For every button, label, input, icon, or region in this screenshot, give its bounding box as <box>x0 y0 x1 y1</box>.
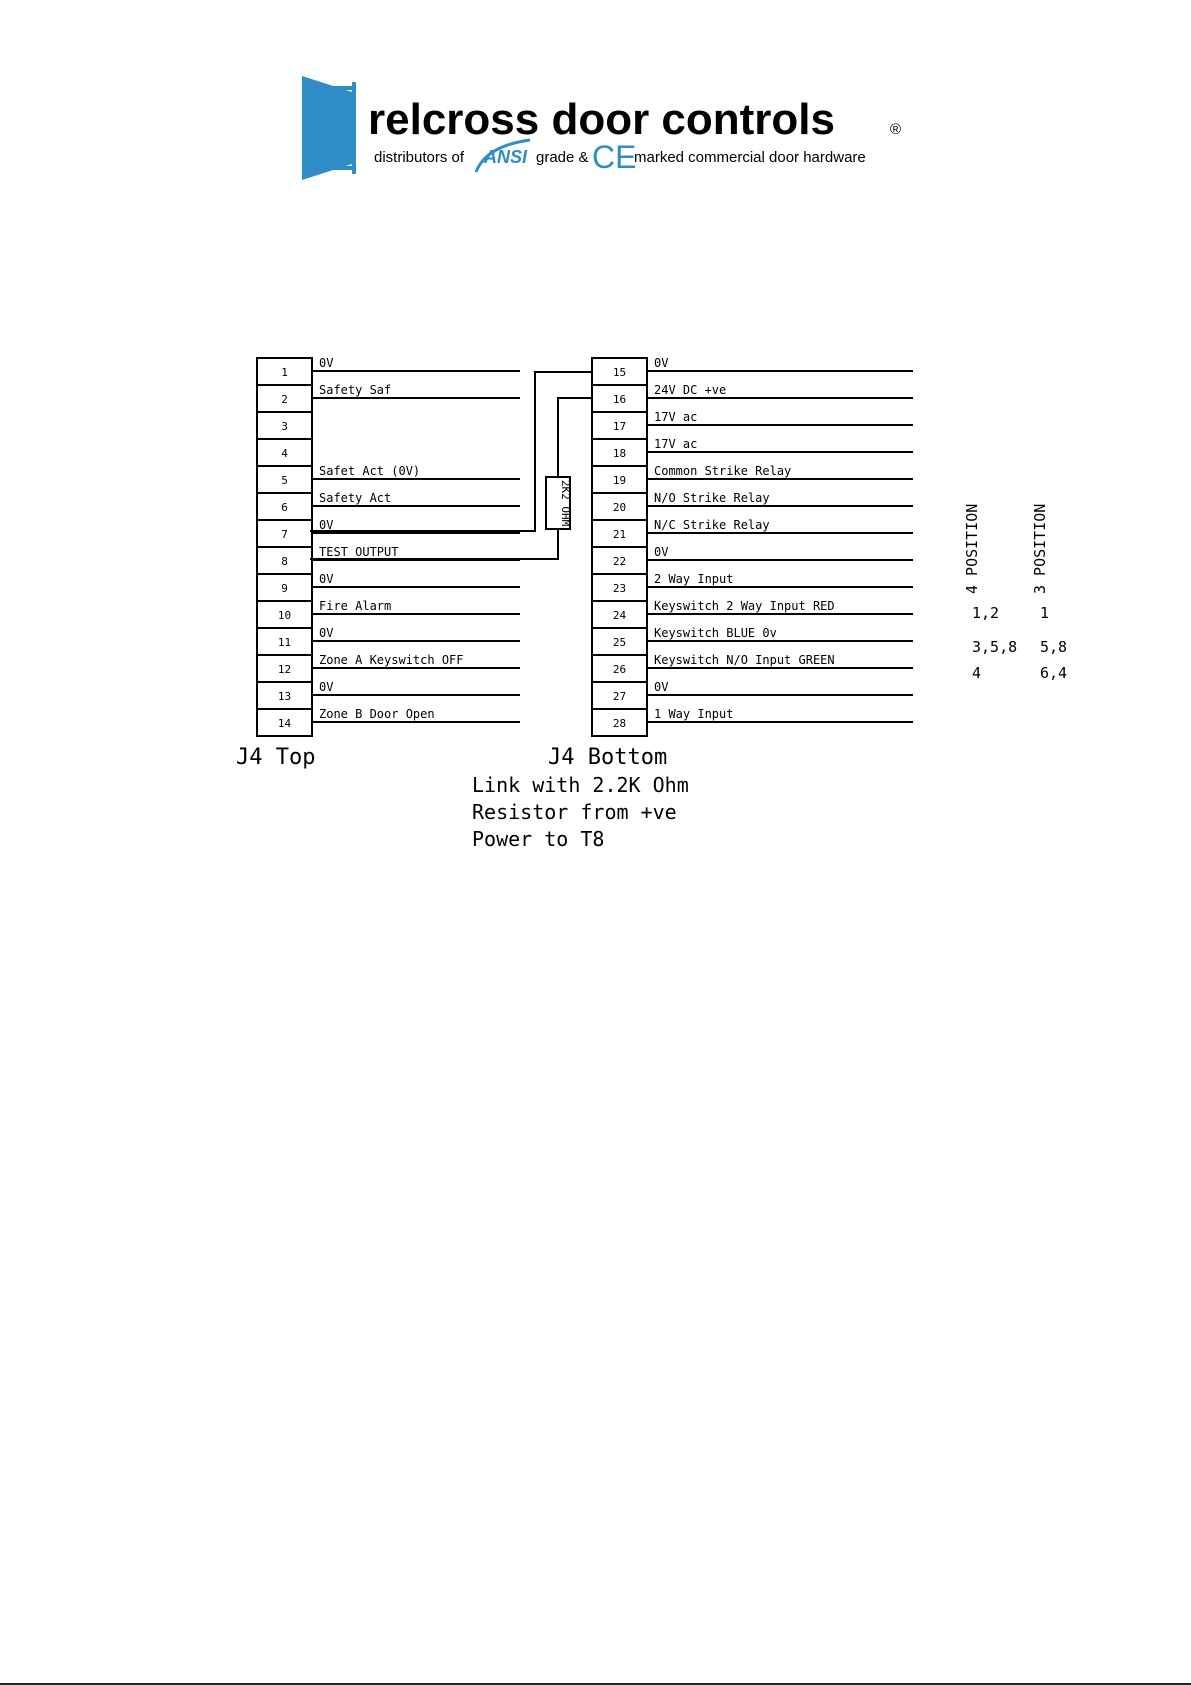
terminal-label: 0V <box>319 518 334 532</box>
four-position-row: 1,2 <box>972 604 1000 622</box>
j4-bottom-terminal-block <box>592 356 913 736</box>
ce-mark: CE <box>592 139 637 175</box>
j4-top-terminal-block <box>257 356 520 736</box>
link-note <box>472 773 689 851</box>
four-position-title: 4 POSITION <box>963 503 981 594</box>
terminal-pin-number: 1 <box>281 366 288 379</box>
terminal-pin-number: 4 <box>281 447 288 460</box>
resistor <box>546 477 572 529</box>
terminal-pin-number: 15 <box>612 366 627 379</box>
terminal-label: Fire Alarm <box>319 599 392 613</box>
terminal-label: Keyswitch N/O Input GREEN <box>654 653 835 667</box>
terminal-label: 0V <box>319 356 334 370</box>
ansi-text: ANSI <box>484 147 528 167</box>
terminal-pin-number: 27 <box>612 690 627 703</box>
terminal-label: 2 Way Input <box>654 572 734 586</box>
terminal-pin-number: 28 <box>612 717 627 730</box>
j4-top-title: J4 Top <box>236 745 316 770</box>
terminal-label: TEST OUTPUT <box>319 545 399 559</box>
tagline-prefix: distributors of <box>374 149 465 166</box>
terminal-label: 0V <box>654 680 669 694</box>
terminal-pin-number: 9 <box>281 582 288 595</box>
terminal-pin-number: 20 <box>612 501 627 514</box>
terminal-pin-number: 23 <box>612 582 627 595</box>
terminal-label: Zone B Door Open <box>319 707 435 721</box>
resistor-label: 2K2 OHM <box>559 479 572 527</box>
terminal-pin-number: 24 <box>612 609 627 622</box>
terminal-pin-number: 5 <box>281 474 288 487</box>
terminal-label: N/O Strike Relay <box>654 491 770 505</box>
terminal-pin-number: 8 <box>281 555 288 568</box>
terminal-label: 0V <box>319 680 334 694</box>
terminal-label: Common Strike Relay <box>654 464 792 478</box>
position-table <box>963 504 1067 682</box>
terminal-pin-number: 21 <box>612 528 627 541</box>
terminal-pin-number: 2 <box>281 393 288 406</box>
terminal-label: Safety Act <box>319 491 392 505</box>
terminal-pin-number: 19 <box>612 474 627 487</box>
tagline-suffix: marked commercial door hardware <box>634 149 866 166</box>
terminal-pin-number: 6 <box>281 501 288 514</box>
j4-bottom-title: J4 Bottom <box>548 745 668 770</box>
terminal-pin-number: 7 <box>281 528 288 541</box>
tagline-middle: grade & <box>536 149 589 166</box>
terminal-label: 0V <box>319 572 334 586</box>
four-position-row: 3,5,8 <box>972 638 1018 656</box>
terminal-pin-number: 10 <box>277 609 292 622</box>
terminal-pin-number: 18 <box>612 447 627 460</box>
terminal-label: Keyswitch BLUE 0v <box>654 626 777 640</box>
terminal-label: 0V <box>319 626 334 640</box>
note-line-2: Resistor from +ve <box>472 800 677 824</box>
registered-mark: ® <box>890 121 902 138</box>
terminal-label: 0V <box>654 356 669 370</box>
brand-name: relcross door controls <box>368 95 836 144</box>
terminal-label: N/C Strike Relay <box>654 518 770 532</box>
terminal-label: Zone A Keyswitch OFF <box>319 653 464 667</box>
terminal-label: 0V <box>654 545 669 559</box>
four-position-row: 4 <box>972 664 982 682</box>
terminal-pin-number: 11 <box>277 636 292 649</box>
terminal-label: 1 Way Input <box>654 707 734 721</box>
terminal-label: 17V ac <box>654 410 698 424</box>
terminal-pin-number: 13 <box>277 690 292 703</box>
terminal-pin-number: 16 <box>612 393 627 406</box>
three-position-row: 1 <box>1040 604 1050 622</box>
three-position-row: 6,4 <box>1040 664 1068 682</box>
terminal-label: 17V ac <box>654 437 698 451</box>
three-position-row: 5,8 <box>1040 638 1068 656</box>
terminal-pin-number: 26 <box>612 663 627 676</box>
note-line-1: Link with 2.2K Ohm <box>472 773 689 797</box>
terminal-pin-number: 3 <box>281 420 288 433</box>
terminal-label: Safet Act (0V) <box>319 464 421 478</box>
terminal-label: Safety Saf <box>319 383 392 397</box>
terminal-label: Keyswitch 2 Way Input RED <box>654 599 835 613</box>
terminal-pin-number: 25 <box>612 636 627 649</box>
terminal-pin-number: 12 <box>277 663 292 676</box>
terminal-pin-number: 17 <box>612 420 627 433</box>
three-position-title: 3 POSITION <box>1031 503 1049 594</box>
terminal-pin-number: 14 <box>277 717 292 730</box>
terminal-pin-number: 22 <box>612 555 627 568</box>
terminal-label: 24V DC +ve <box>654 383 727 397</box>
note-line-3: Power to T8 <box>472 827 605 851</box>
